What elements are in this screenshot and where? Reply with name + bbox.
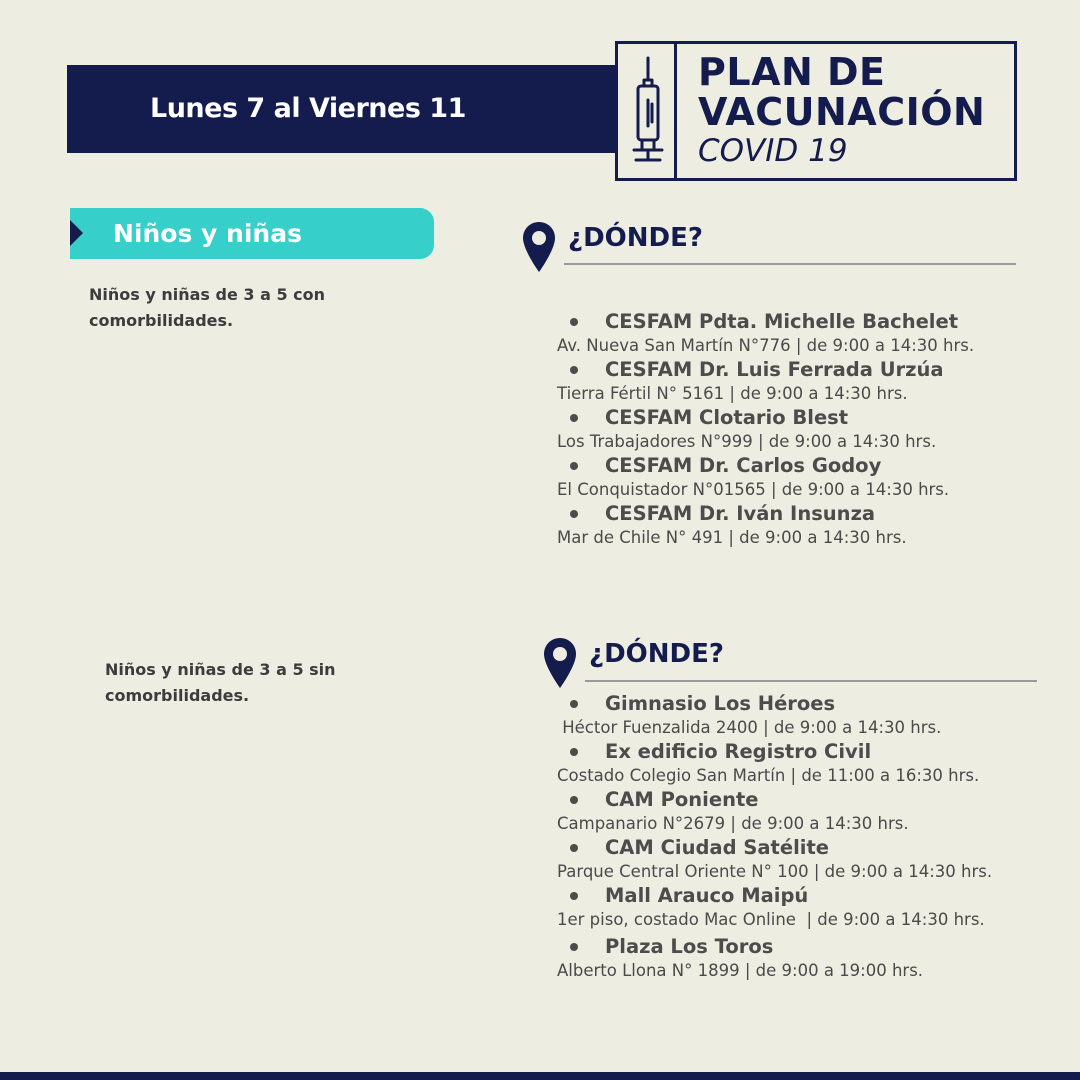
plan-title-line1: PLAN DE (698, 50, 886, 94)
plan-divider (674, 44, 677, 178)
where-underline (585, 680, 1037, 682)
category-label: Niños y niñas (113, 219, 302, 248)
site-name: Mall Arauco Maipú (557, 884, 985, 908)
site-address: Héctor Fuenzalida 2400 | de 9:00 a 14:30 hrs. (557, 718, 942, 737)
list-item (557, 788, 909, 836)
site-name: CESFAM Clotario Blest (557, 406, 936, 430)
site-name: CESFAM Dr. Luis Ferrada Urzúa (557, 358, 944, 382)
site-name: CAM Poniente (557, 788, 909, 812)
list-item (557, 740, 979, 788)
category-tab (70, 208, 434, 259)
location-pin-icon (522, 221, 556, 273)
where-heading (522, 221, 1016, 275)
site-name: Ex edificio Registro Civil (557, 740, 979, 764)
list-item (557, 935, 923, 983)
site-address: Mar de Chile N° 491 | de 9:00 a 14:30 hrs. (557, 528, 907, 547)
group-description: Niños y niñas de 3 a 5 con comorbilidades. (89, 285, 326, 330)
location-pin-icon (543, 637, 577, 689)
where-underline (564, 263, 1016, 265)
site-name: Plaza Los Toros (557, 935, 923, 959)
syringe-icon (628, 56, 668, 168)
site-name: CESFAM Dr. Carlos Godoy (557, 454, 949, 478)
site-name: CAM Ciudad Satélite (557, 836, 992, 860)
list-item (557, 310, 974, 358)
plan-title (698, 52, 985, 132)
footer-bar (0, 1072, 1080, 1080)
list-item (557, 502, 907, 550)
list-item (557, 406, 936, 454)
group-description: Niños y niñas de 3 a 5 sin comorbilidades. (105, 660, 336, 705)
list-item (557, 836, 992, 884)
site-address: Alberto Llona N° 1899 | de 9:00 a 19:00 hrs. (557, 961, 924, 980)
list-item (557, 454, 949, 502)
site-address: Costado Colegio San Martín | de 11:00 a 16:30 hrs. (557, 766, 980, 785)
site-name: CESFAM Pdta. Michelle Bachelet (557, 310, 974, 334)
site-address: Campanario N°2679 | de 9:00 a 14:30 hrs. (557, 814, 909, 833)
list-item (557, 358, 944, 406)
site-address: El Conquistador N°01565 | de 9:00 a 14:30 hrs. (557, 480, 950, 499)
plan-title-box (615, 41, 1017, 181)
where-title: ¿DÓNDE? (568, 223, 703, 253)
site-name: CESFAM Dr. Iván Insunza (557, 502, 907, 526)
list-item (557, 884, 985, 932)
site-address: Av. Nueva San Martín N°776 | de 9:00 a 14:30 hrs. (557, 336, 975, 355)
site-address: 1er piso, costado Mac Online | de 9:00 a 14:30 hrs. (557, 910, 985, 929)
site-address: Parque Central Oriente N° 100 | de 9:00 a 14:30 hrs. (557, 862, 993, 881)
site-address: Tierra Fértil N° 5161 | de 9:00 a 14:30 hrs. (557, 384, 908, 403)
date-range: Lunes 7 al Viernes 11 (150, 93, 466, 124)
where-title: ¿DÓNDE? (589, 639, 724, 669)
site-address: Los Trabajadores N°999 | de 9:00 a 14:30 hrs. (557, 432, 937, 451)
where-heading (543, 637, 1037, 691)
list-item (557, 692, 941, 740)
category-arrow-icon (70, 220, 83, 246)
plan-title-line2: VACUNACIÓN (698, 90, 986, 134)
date-banner (67, 65, 627, 153)
plan-subtitle: COVID 19 (698, 133, 848, 169)
site-name: Gimnasio Los Héroes (557, 692, 941, 716)
